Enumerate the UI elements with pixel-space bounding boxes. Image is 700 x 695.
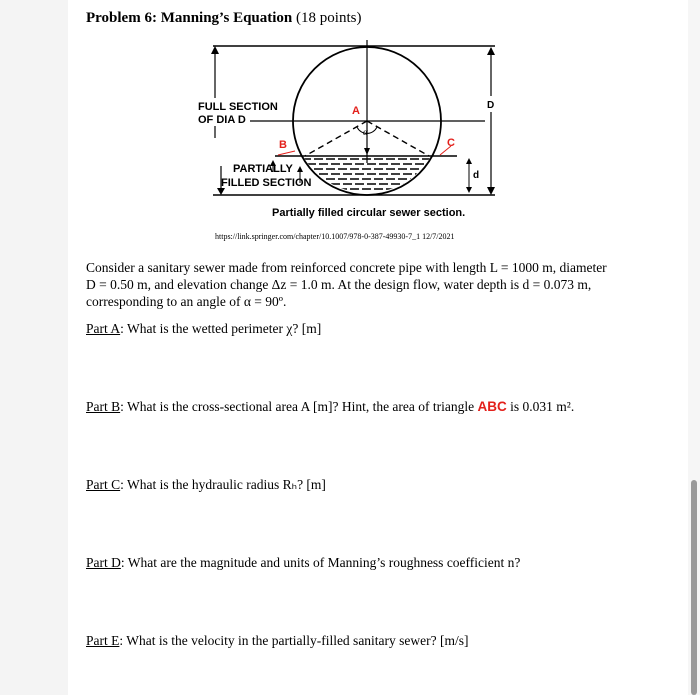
part-b-text-end: is 0.031 m². [506, 399, 575, 414]
sewer-diagram [195, 38, 505, 228]
part-e-text: : What is the velocity in the partially-filled sanitary sewer? [m/s] [119, 633, 469, 648]
diameter-label: D [487, 100, 495, 111]
partially-label: PARTIALLY [233, 163, 293, 175]
part-b-label: Part B [86, 399, 121, 414]
part-a-label: Part A [86, 321, 121, 336]
paragraph-line-1: Consider a sanitary sewer made from reinforced concrete pipe with length L = 1000 m, diameter [86, 260, 607, 275]
point-b-label: B [279, 139, 287, 151]
page-margin-left [0, 0, 68, 695]
figure-source: https://link.springer.com/chapter/10.1007/978-0-387-49930-7_1 12/7/2021 [215, 232, 455, 241]
problem-points: (18 points) [296, 10, 362, 26]
figure-caption: Partially filled circular sewer section. [272, 207, 466, 219]
part-a [86, 321, 321, 337]
paragraph-line-3: corresponding to an angle of α = 90º. [86, 294, 287, 309]
point-a-label: A [352, 105, 360, 117]
alpha-label: α [363, 127, 368, 137]
part-c [86, 477, 326, 493]
part-d-text: : What are the magnitude and units of Manning’s roughness coefficient n? [120, 555, 521, 570]
paragraph-line-2: D = 0.50 m, and elevation change Δz = 1.0 m. At the design flow, water depth is d = 0.073 m, [86, 277, 592, 292]
problem-title [86, 10, 361, 27]
part-d-label: Part D [86, 555, 121, 570]
dia-d-label: OF DIA D [198, 114, 246, 126]
part-c-label: Part C [86, 477, 121, 492]
problem-paragraph [86, 259, 646, 310]
part-e [86, 633, 469, 649]
part-a-text: : What is the wetted perimeter χ? [m] [120, 321, 322, 336]
part-b [86, 399, 574, 415]
part-b-text: : What is the cross-sectional area A [m]? Hint, the area of triangle [120, 399, 478, 414]
triangle-abc-label: ABC [477, 399, 507, 414]
part-e-label: Part E [86, 633, 120, 648]
scrollbar[interactable] [691, 480, 697, 695]
problem-title-bold: Problem 6: Manning’s Equation [86, 10, 293, 26]
point-c-label: C [447, 137, 455, 149]
part-c-text: : What is the hydraulic radius Rₕ? [m] [120, 477, 326, 492]
filled-section-label: FILLED SECTION [221, 177, 312, 189]
full-section-label: FULL SECTION [198, 101, 278, 113]
part-d [86, 555, 520, 571]
depth-label: d [473, 170, 480, 181]
